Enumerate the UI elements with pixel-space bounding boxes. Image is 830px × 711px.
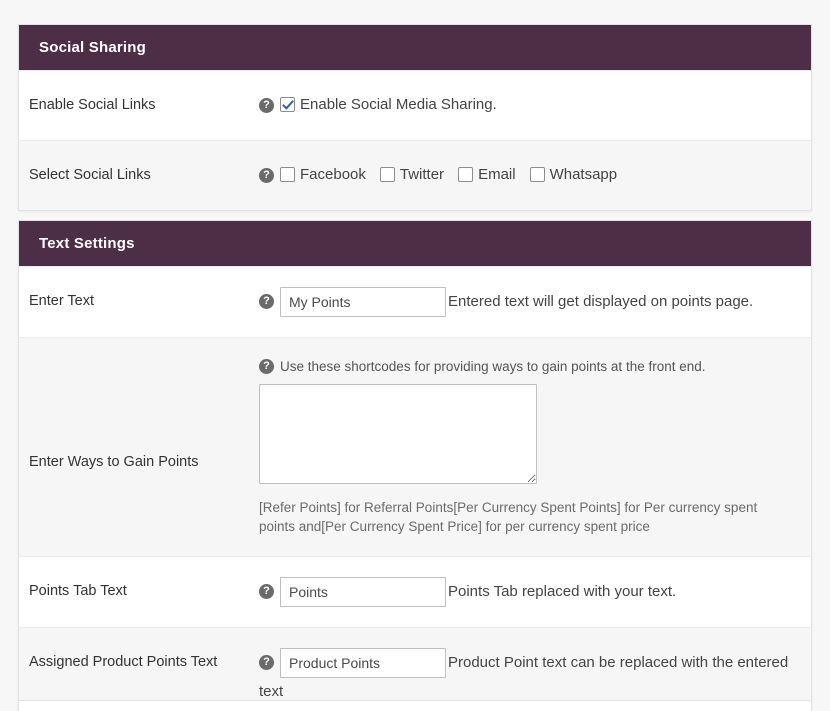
help-icon[interactable]: ? [259, 359, 274, 374]
email-label: Email [478, 166, 516, 183]
row-enable-social-links [19, 70, 811, 140]
label-points-tab-text: Points Tab Text [29, 583, 127, 599]
ways-to-gain-points-textarea[interactable] [259, 384, 537, 484]
shortcode-note [259, 358, 793, 376]
enter-text-input[interactable] [280, 287, 446, 317]
field-assigned-product-points-text [259, 628, 811, 711]
twitter-label: Twitter [399, 166, 445, 183]
facebook-checkbox[interactable] [280, 167, 295, 182]
field-enter-text [259, 267, 811, 337]
row-ways-to-gain-points [19, 337, 811, 556]
points-tab-text-input[interactable] [280, 577, 446, 607]
enable-social-media-sharing-checkbox[interactable] [280, 97, 295, 112]
help-icon[interactable]: ? [259, 168, 274, 183]
email-checkbox[interactable] [458, 167, 473, 182]
label-enter-text: Enter Text [29, 293, 95, 309]
row-assigned-product-points-text [19, 627, 811, 711]
assigned-product-points-text-hint: Product Point text can be replaced with the entered text [259, 653, 789, 700]
field-enable-social-links [259, 71, 811, 140]
text-settings-title: Text Settings [19, 221, 811, 266]
field-ways-to-gain-points [259, 338, 811, 556]
twitter-checkbox[interactable] [380, 167, 395, 182]
row-points-tab-text [19, 556, 811, 627]
label-select-social-links: Select Social Links [29, 167, 151, 183]
facebook-label: Facebook [300, 166, 366, 183]
points-tab-text-hint: Points Tab replaced with your text. [448, 582, 677, 600]
field-select-social-links [259, 141, 811, 210]
next-panel-edge [18, 700, 812, 711]
help-icon[interactable]: ? [259, 584, 274, 599]
assigned-product-points-text-input[interactable] [280, 648, 446, 678]
label-enable-social-links: Enable Social Links [29, 97, 156, 113]
row-enter-text [19, 266, 811, 337]
help-icon[interactable]: ? [259, 98, 274, 113]
social-sharing-title: Social Sharing [19, 25, 811, 70]
row-select-social-links [19, 140, 811, 210]
whatsapp-checkbox[interactable] [530, 167, 545, 182]
enter-text-hint: Entered text will get displayed on points page. [448, 292, 754, 310]
shortcode-description: [Refer Points] for Referral Points[Per Currency Spent Points] for Per currency spent points and[Per Currency Spent Price] for per currency spent price [259, 500, 758, 534]
social-sharing-panel [18, 24, 812, 211]
field-points-tab-text [259, 557, 811, 627]
shortcode-note-text: Use these shortcodes for providing ways to gain points at the front end. [280, 359, 706, 374]
label-assigned-product-points-text: Assigned Product Points Text [29, 654, 218, 670]
help-icon[interactable]: ? [259, 294, 274, 309]
label-ways-to-gain-points: Enter Ways to Gain Points [29, 454, 199, 470]
text-settings-panel [18, 220, 812, 711]
whatsapp-label: Whatsapp [549, 166, 618, 183]
help-icon[interactable]: ? [259, 655, 274, 670]
enable-social-media-sharing-label: Enable Social Media Sharing. [300, 96, 497, 113]
